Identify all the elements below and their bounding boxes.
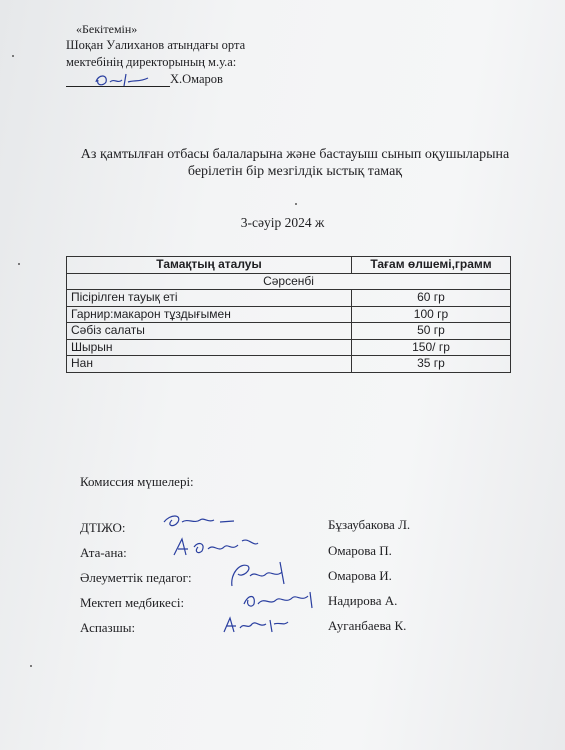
amount-cell: 35 гр [352,356,511,373]
member-role: Мектеп медбикесі: [80,595,185,610]
amount-cell: 60 гр [352,290,511,307]
table-header-row [67,257,511,274]
table-row-day [67,273,511,290]
member-name: Бұзаубакова Л. [328,517,411,532]
member-name: Ауганбаева К. [328,618,407,633]
day-cell: Сәрсенбі [67,273,511,290]
dish-cell: Пісірілген тауық еті [67,290,352,307]
column-header-dish: Тамақтың аталуы [67,257,352,274]
dish-cell: Сәбіз салаты [67,323,352,340]
table-row [67,290,511,307]
member-role: Ата-ана: [80,545,127,560]
approval-heading: «Бекітемін» [76,22,138,36]
commission-heading: Комиссия мүшелері: [80,474,194,489]
table-row [67,306,511,323]
document-title-line-2: берілетін бір мезгілдік ыстық тамақ [187,164,403,179]
director-signature [92,70,152,90]
speck [295,203,297,205]
signature-nurse [240,586,324,612]
member-role: Әлеуметтік педагог: [80,570,192,585]
signature-cook [218,612,294,636]
table-row [67,323,511,340]
amount-cell: 50 гр [352,323,511,340]
amount-cell: 150/ гр [352,339,511,356]
approval-position: мектебінің директорының м.у.а: [66,55,237,69]
table-row [67,356,511,373]
document-date: 3-сәуір 2024 ж [240,215,325,230]
member-role: ДТІЖО: [80,520,126,535]
speck [12,55,14,57]
document-title-line-1: Аз қамтылған отбасы балаларына және бастауыш сынып оқушыларына [80,147,510,162]
signature-social-pedagogue [220,556,300,590]
column-header-amount: Тағам өлшемі,грамм [352,257,511,274]
amount-cell: 100 гр [352,306,511,323]
menu-table [66,256,511,373]
approval-school: Шоқан Уалиханов атындағы орта [66,38,246,52]
member-name: Надирова А. [328,593,398,608]
member-role: Аспазшы: [80,620,136,635]
member-name: Омарова П. [328,543,392,558]
speck [30,665,32,667]
dish-cell: Нан [67,356,352,373]
table-row [67,339,511,356]
dish-cell: Шырын [67,339,352,356]
director-name: Х.Омаров [170,72,223,86]
signature-dtizho [160,508,240,534]
dish-cell: Гарнир:макарон тұздығымен [67,306,352,323]
member-name: Омарова И. [328,568,392,583]
speck [18,263,20,265]
